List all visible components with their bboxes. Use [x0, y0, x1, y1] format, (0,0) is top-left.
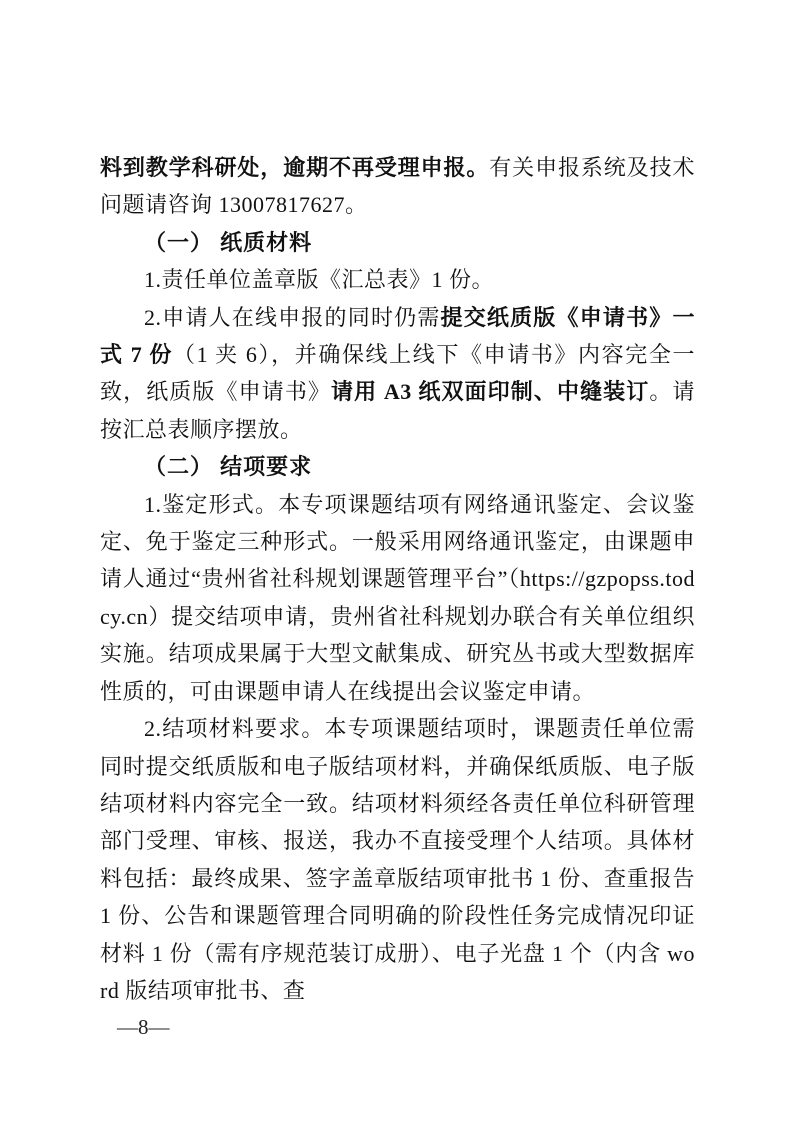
text-run: 1.责任单位盖章版《汇总表》1 份。	[144, 267, 495, 293]
text-run: 2.申请人在线申报的同时仍需	[144, 304, 441, 330]
heading-text: （一） 纸质材料	[144, 229, 313, 255]
paragraph-continuation	[100, 149, 695, 224]
section-heading-paper-materials	[100, 224, 695, 261]
section-heading-completion-requirements	[100, 448, 695, 485]
page-number: —8—	[117, 1015, 170, 1039]
paragraph-item-1	[100, 261, 695, 298]
text-run-bold: 请用 A3 纸双面印制、中缝装订	[331, 379, 650, 405]
text-run: 1.鉴定形式。本专项课题结项有网络通讯鉴定、会议鉴定、免于鉴定三种形式。一般采用网络通讯鉴定，由课题申请人通过“贵州省社科规划课题管理平台”（https://gzpopss.todcy.cn）提交结项申请，贵州省社科规划办联合有关单位组织实施。结项成果属于大型文献集成、研究丛书或大型数据库性质的，可由课题申请人在线提出会议鉴定申请。	[100, 491, 695, 704]
text-run: （1 夹 6），并确保线上线下《申请书》内容完全一致，纸质版《申请书》	[100, 342, 695, 405]
text-run: 2.结项材料要求。本专项课题结项时，课题责任单位需同时提交纸质版和电子版结项材料，并确保纸质版、电子版结项材料内容完全一致。结项材料须经各责任单位科研管理部门受理、审核、报送，我办不直接受理个人结项。具体材料包括：最终成果、签字盖章版结项审批书 1 份、查重报告 1 份、公告和课题管理合同明确的阶段性任务完成情况印证材料 1 份（需有序规范装订成册）、电子光盘 1 个（内含 word 版结项审批书、查	[100, 716, 695, 1003]
paragraph-item-2	[100, 299, 695, 449]
text-run: 。请按汇总表顺序摆放。	[100, 379, 695, 442]
text-run: 有关申报系统及技术问题请咨询 13007817627。	[100, 155, 695, 218]
text-run-bold: 提交纸质版《申请书》一式 7 份	[100, 304, 695, 368]
text-run-bold: 料到教学科研处，逾期不再受理申报。	[100, 155, 490, 180]
paragraph-appraisal-forms	[100, 486, 695, 710]
heading-text: （二） 结项要求	[144, 454, 313, 480]
paragraph-material-requirements	[100, 710, 695, 1009]
document-text-block	[100, 149, 695, 1009]
